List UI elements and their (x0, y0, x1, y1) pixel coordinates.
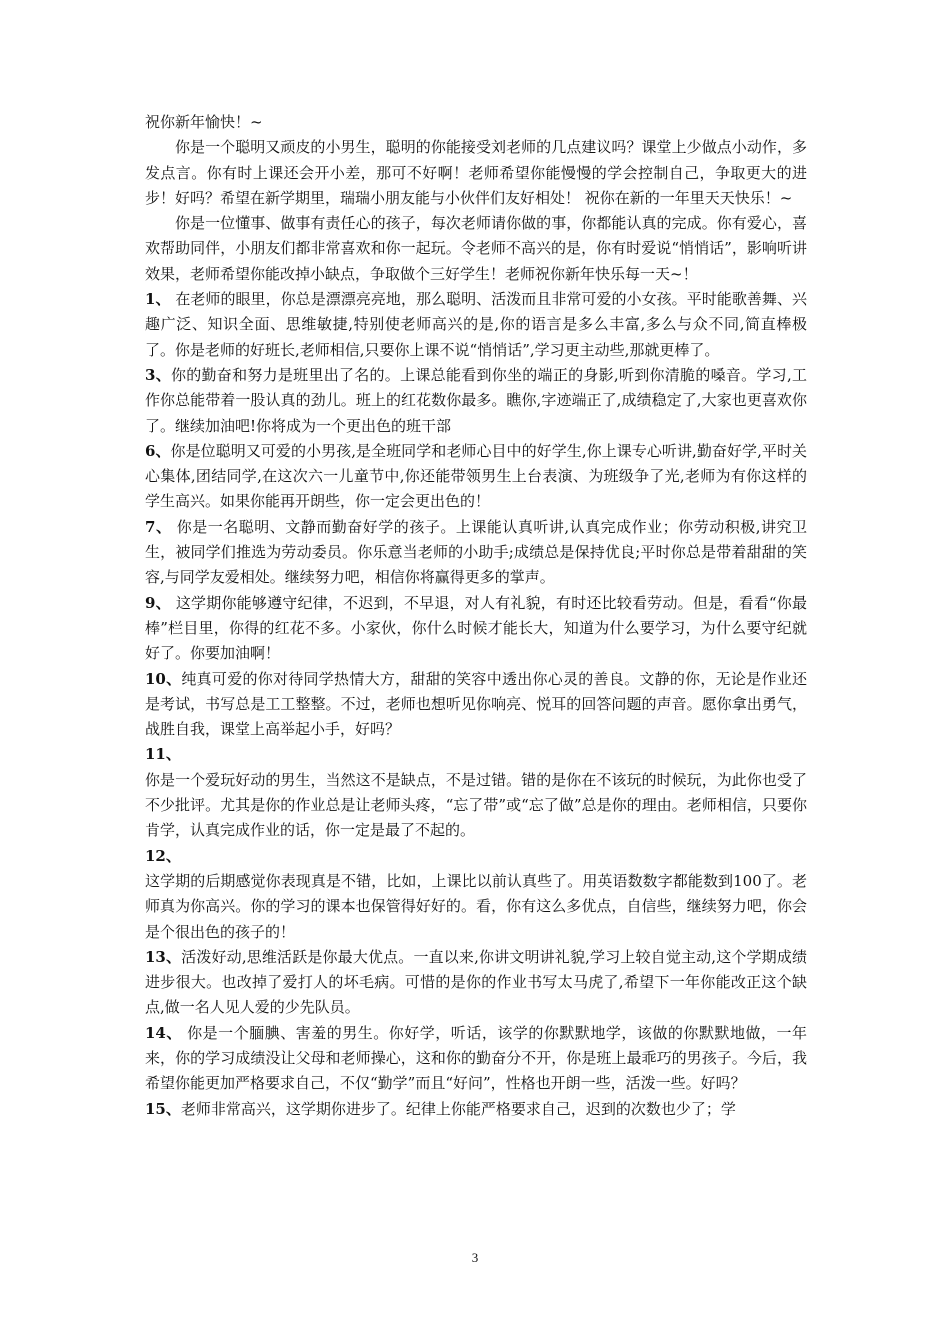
paragraph-number: 6、 (145, 441, 171, 460)
paragraph (145, 844, 807, 869)
paragraph-number: 7、 (145, 517, 172, 536)
paragraph-text: 祝你新年愉快！~ (145, 113, 263, 131)
paragraph (145, 135, 807, 211)
paragraph-text: 你的勤奋和努力是班里出了名的。上课总能看到你坐的端正的身影,听到你清脆的嗓音。学习,工作你总能带着一股认真的劲儿。班上的红花数你最多。瞧你,字迹端正了,成绩稳定了,大家也更喜欢你了。继续加油吧!你将成为一个更出色的班干部 (145, 365, 807, 435)
paragraph-number: 14、 (145, 1023, 182, 1042)
paragraph-text: 你是位聪明又可爱的小男孩,是全班同学和老师心目中的好学生,你上课专心听讲,勤奋好学,平时关心集体,团结同学,在这次六一儿童节中,你还能带领男生上台表演、为班级争了光,老师为有你这样的学生高兴。如果你能再开朗些，你一定会更出色的！ (145, 441, 807, 511)
paragraph-number: 11、 (145, 745, 181, 764)
paragraph-number: 9、 (145, 593, 171, 612)
paragraph (145, 945, 807, 1021)
paragraph-number: 15、 (145, 1099, 181, 1118)
paragraph-number: 12、 (145, 846, 181, 865)
paragraph-number: 1、 (145, 290, 171, 309)
paragraph-text: 你是一名聪明、文静而勤奋好学的孩子。上课能认真听讲,认真完成作业；你劳动积极,讲究卫生，被同学们推选为劳动委员。你乐意当老师的小助手;成绩总是保持优良;平时你总是带着甜甜的笑容,与同学友爱相处。继续努力吧，相信你将赢得更多的掌声。 (145, 517, 808, 587)
paragraph (145, 591, 807, 667)
paragraph (145, 110, 807, 135)
paragraph-number: 13、 (145, 947, 182, 966)
paragraph-text: 你是一个聪明又顽皮的小男生，聪明的你能接受刘老师的几点建议吗？课堂上少做点小动作，多发点言。你有时上课还会开小差，那可不好啊！老师希望你能慢慢的学会控制自己，争取更大的进步！好吗？希望在新学期里，瑞瑞小朋友能与小伙伴们友好相处！ 祝你在新的一年里天天快乐！~ (145, 138, 807, 207)
paragraph (145, 667, 807, 743)
paragraph (145, 211, 807, 287)
paragraph-text: 这学期你能够遵守纪律，不迟到，不早退，对人有礼貌，有时还比较看劳动。但是，看看“你最棒”栏目里，你得的红花不多。小家伙，你什么时候才能长大，知道为什么要学习，为什么要守纪就好了。你要加油啊！ (145, 593, 807, 663)
paragraph (145, 287, 807, 363)
paragraph-text: 你是一个爱玩好动的男生，当然这不是缺点，不是过错。错的是你在不该玩的时候玩，为此你也受了不少批评。尤其是你的作业总是让老师头疼，“忘了带”或“忘了做”总是你的理由。老师相信，只要你肯学，认真完成作业的话，你一定是最了不起的。 (145, 770, 807, 840)
page-number: 3 (471, 1250, 479, 1265)
paragraph (145, 439, 807, 515)
paragraph (145, 768, 807, 844)
document-body (145, 110, 807, 1122)
paragraph (145, 1021, 807, 1097)
paragraph-text: 老师非常高兴，这学期你进步了。纪律上你能严格要求自己，迟到的次数也少了；学 (180, 1099, 736, 1118)
paragraph (145, 869, 807, 945)
paragraph (145, 363, 807, 439)
paragraph-text: 活泼好动,思维活跃是你最大优点。一直以来,你讲文明讲礼貌,学习上较自觉主动,这个学期成绩进步很大。也改掉了爱打人的坏毛病。可惜的是你的作业书写太马虎了,希望下一年你能改正这个缺点,做一名人见人爱的少先队员。 (145, 947, 807, 1017)
paragraph-number: 10、 (145, 669, 182, 688)
paragraph-text: 在老师的眼里，你总是漂漂亮亮地，那么聪明、活泼而且非常可爱的小女孩。平时能歌善舞、兴趣广泛、知识全面、思维敏捷,特别使老师高兴的是,你的语言是多么丰富,多么与众不同,简直棒极了。你是老师的好班长,老师相信,只要你上课不说“悄悄话”,学习更主动些,那就更棒了。 (145, 290, 808, 359)
paragraph (145, 742, 807, 767)
paragraph-text: 你是一位懂事、做事有责任心的孩子，每次老师请你做的事，你都能认真的完成。你有爱心，喜欢帮助同伴，小朋友们都非常喜欢和你一起玩。令老师不高兴的是，你有时爱说“悄悄话”，影响听讲效果，老师希望你能改掉小缺点，争取做个三好学生！老师祝你新年快乐每一天~！ (145, 214, 807, 283)
paragraph-text: 这学期的后期感觉你表现真是不错，比如，上课比以前认真些了。用英语数数字都能数到100了。老师真为你高兴。你的学习的课本也保管得好好的。看，你有这么多优点，自信些，继续努力吧，你会是个很出色的孩子的！ (145, 871, 807, 941)
paragraph-number: 3、 (145, 365, 171, 384)
paragraph (145, 515, 807, 591)
paragraph-text: 纯真可爱的你对待同学热情大方，甜甜的笑容中透出你心灵的善良。文静的你，无论是作业还是考试，书写总是工工整整。不过，老师也想听见你响亮、悦耳的回答问题的声音。愿你拿出勇气，战胜自我，课堂上高举起小手，好吗？ (145, 669, 807, 739)
paragraph-text: 你是一个腼腆、害羞的男生。你好学，听话，该学的你默默地学，该做的你默默地做，一年来，你的学习成绩没让父母和老师操心，这和你的勤奋分不开，你是班上最乖巧的男孩子。今后，我希望你能更加严格要求自己，不仅“勤学”而且“好问”，性格也开朗一些，活泼一些。好吗？ (145, 1023, 807, 1093)
paragraph (145, 1097, 807, 1122)
